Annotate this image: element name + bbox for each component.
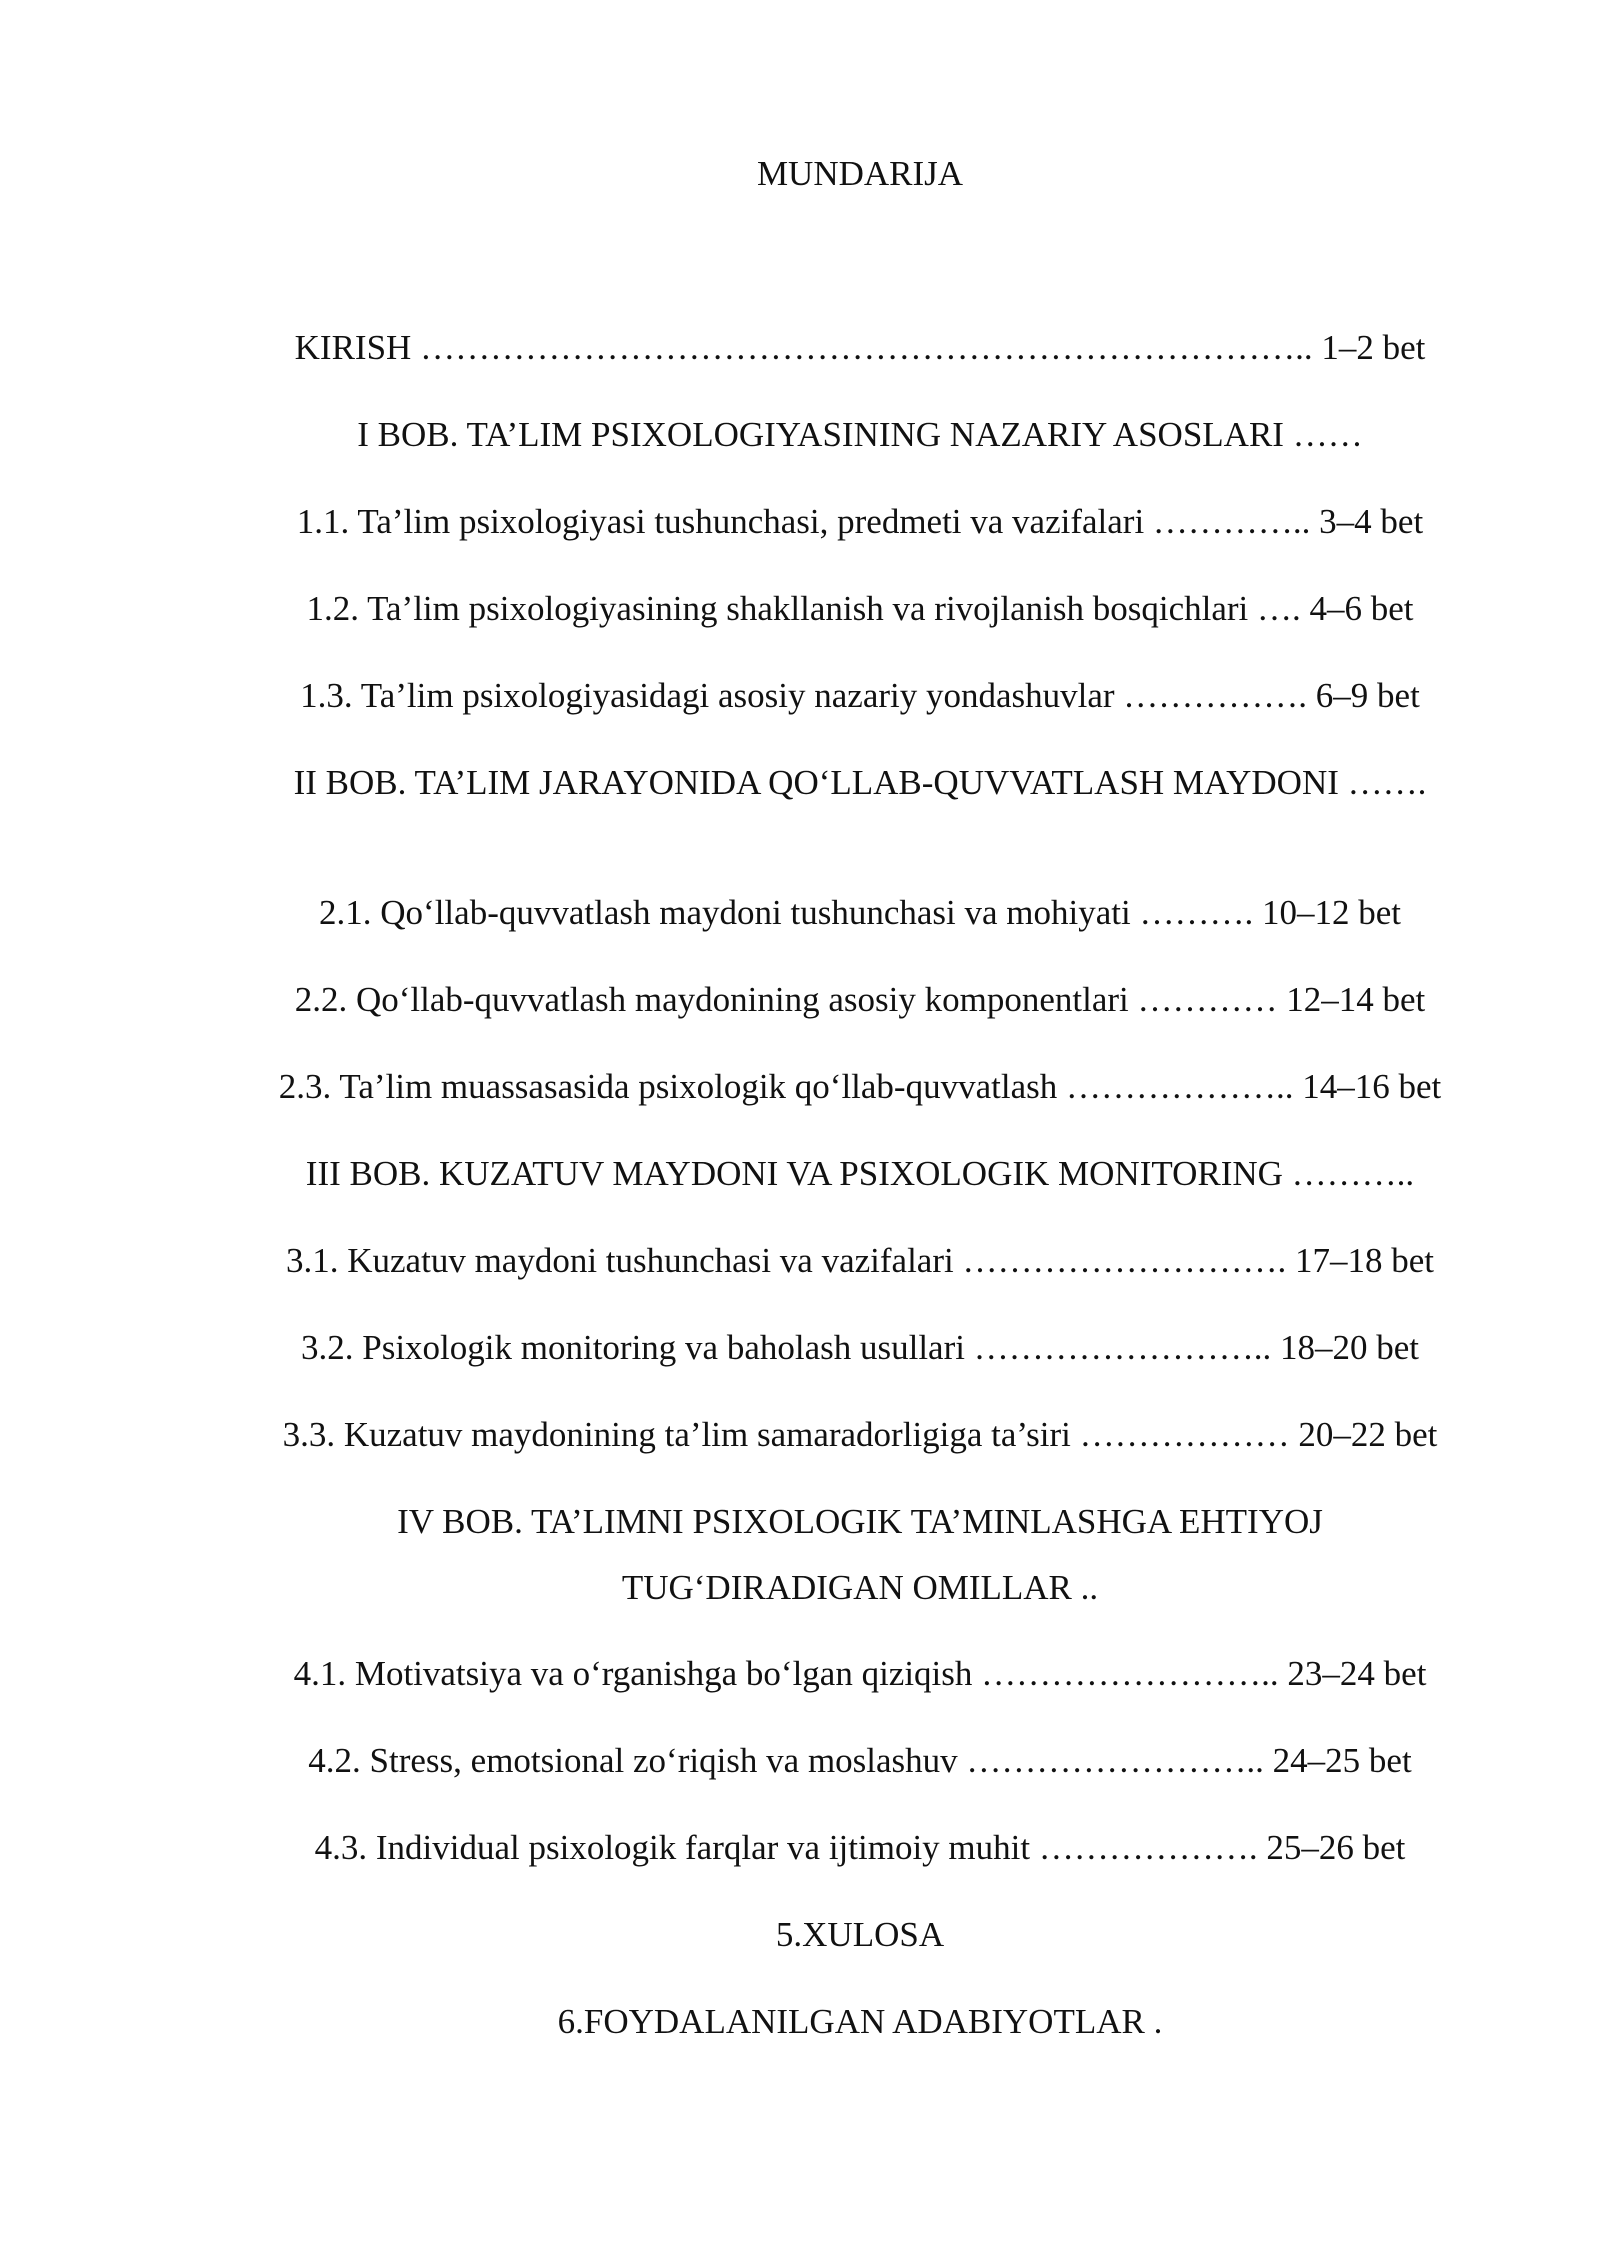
toc-entry-adabiyotlar: 6.FOYDALANILGAN ADABIYOTLAR . [557,2002,1163,2041]
toc-entry-3-2: 3.2. Psixologik monitoring va baholash usullari …………………….. 18–20 bet [300,1328,1419,1367]
toc-entry-2-1: 2.1. Qo‘llab-quvvatlash maydoni tushunchasi va mohiyati ………. 10–12 bet [319,893,1401,932]
toc-entry-4-1: 4.1. Motivatsiya va o‘rganishga bo‘lgan qiziqish …………………….. 23–24 bet [293,1654,1427,1693]
toc-entry-3-1: 3.1. Kuzatuv maydoni tushunchasi va vazifalari ………………………. 17–18 bet [286,1241,1434,1280]
toc-chapter-4-line-2: TUG‘DIRADIGAN OMILLAR .. [621,1568,1099,1607]
page-title: MUNDARIJA [756,154,964,193]
toc-entry-kirish: KIRISH ………………………………………………………………….. 1–2 bet [294,328,1426,367]
toc-entry-4-2: 4.2. Stress, emotsional zo‘riqish va moslashuv …………………….. 24–25 bet [308,1741,1412,1780]
toc-entry-2-3: 2.3. Ta’lim muassasasida psixologik qo‘llab-quvvatlash ……………….. 14–16 bet [278,1067,1442,1106]
toc-entry-4-3: 4.3. Individual psixologik farqlar va ijtimoiy muhit ………………. 25–26 bet [314,1828,1406,1867]
toc-entry-1-3: 1.3. Ta’lim psixologiyasidagi asosiy nazariy yondashuvlar ……………. 6–9 bet [300,676,1420,715]
toc-entry-1-2: 1.2. Ta’lim psixologiyasining shakllanish va rivojlanish bosqichlari …. 4–6 bet [306,589,1414,628]
toc-entry-2-2: 2.2. Qo‘llab-quvvatlash maydonining asosiy komponentlari ………… 12–14 bet [294,980,1426,1019]
toc-chapter-1: I BOB. TA’LIM PSIXOLOGIYASINING NAZARIY ASOSLARI …… [357,415,1363,454]
toc-chapter-2: II BOB. TA’LIM JARAYONIDA QO‘LLAB-QUVVATLASH MAYDONI ……. [293,763,1427,802]
toc-entry-xulosa: 5.XULOSA [775,1915,945,1954]
toc-entry-1-1: 1.1. Ta’lim psixologiyasi tushunchasi, predmeti va vazifalari ………….. 3–4 bet [296,502,1424,541]
toc-chapter-4-line-1: IV BOB. TA’LIMNI PSIXOLOGIK TA’MINLASHGA EHTIYOJ [397,1502,1323,1541]
toc-chapter-3: III BOB. KUZATUV MAYDONI VA PSIXOLOGIK MONITORING ……….. [305,1154,1415,1193]
toc-entry-3-3: 3.3. Kuzatuv maydonining ta’lim samaradorligiga ta’siri ……………… 20–22 bet [282,1415,1438,1454]
